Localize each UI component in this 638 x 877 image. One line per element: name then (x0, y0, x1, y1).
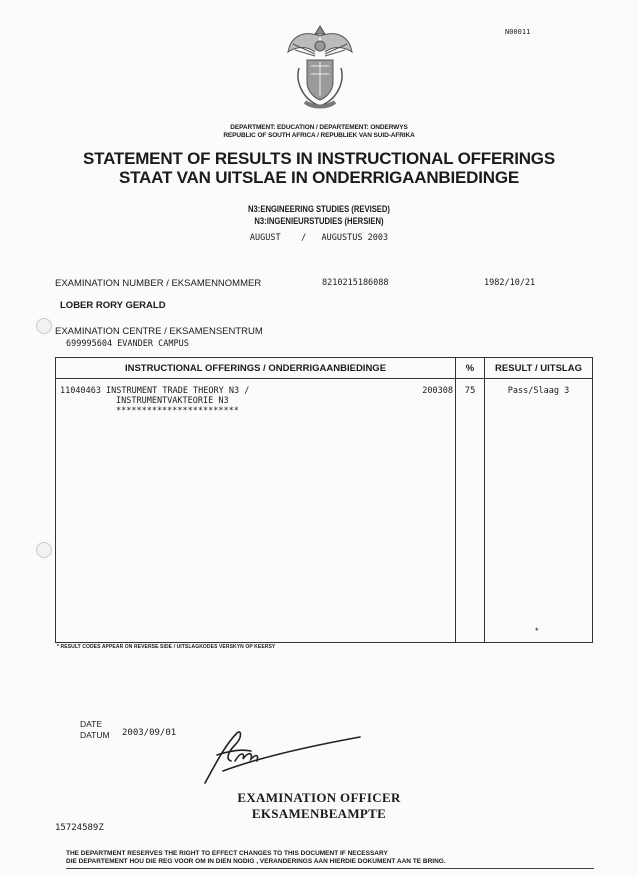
candidate-name: LOBER RORY GERALD (60, 300, 166, 311)
percent-value: 75 (464, 386, 476, 396)
examination-officer (0, 790, 638, 822)
title-afrikaans: STAAT VAN UITSLAE IN ONDERRIGAANBIEDINGE (118, 168, 519, 187)
officer-afrikaans: EKSAMENBEAMPTE (251, 806, 387, 821)
result-value: Pass/Slaag 3 (507, 386, 570, 396)
offering-cell (56, 379, 456, 643)
programme-afrikaans: N3:INGENIEURSTUDIES (HERSIEN) (254, 216, 384, 226)
disclaimer-afrikaans: DIE DEPARTEMENT HOU DIE REG VOOR OM IN DIEN NODIG , VERANDERINGS AAN HIERDIE DOKUMENT AAN TE BRING. (66, 858, 446, 865)
disclaimer (66, 850, 446, 866)
offering-stars: ************************ (116, 406, 239, 416)
results-header-row (56, 358, 593, 379)
offering-line-2: INSTRUMENTVAKTEORIE N3 (116, 396, 229, 406)
document-title (0, 149, 638, 187)
programme-english: N3:ENGINEERING STUDIES (REVISED) (248, 204, 390, 214)
exam-centre-value: 699995604 EVANDER CAMPUS (66, 339, 189, 349)
result-marker: * (535, 626, 539, 636)
officer-english: EXAMINATION OFFICER (237, 790, 401, 805)
percent-header: % (456, 358, 485, 379)
title-english: STATEMENT OF RESULTS IN INSTRUCTIONAL OFFERINGS (83, 149, 555, 168)
exam-period: AUGUST / AUGUSTUS 2003 (249, 233, 389, 243)
date-label (80, 719, 110, 741)
birth-date-value: 1982/10/21 (484, 278, 536, 288)
date-label-afrikaans: DATUM (80, 730, 110, 740)
programme-heading (48, 203, 590, 227)
reference-number: 15724589Z (55, 823, 104, 833)
result-cell (485, 379, 593, 643)
result-header: RESULT / UITSLAG (485, 358, 593, 379)
exam-centre-label: EXAMINATION CENTRE / EKSAMENSENTRUM (55, 326, 263, 337)
exam-number-label: EXAMINATION NUMBER / EKSAMENNOMMER (55, 278, 262, 289)
offering-line-1: 11040463 INSTRUMENT TRADE THEORY N3 / (60, 386, 250, 396)
disclaimer-english: THE DEPARTMENT RESERVES THE RIGHT TO EFFECT CHANGES TO THIS DOCUMENT IF NECESSARY (66, 850, 388, 857)
department-heading (0, 124, 638, 140)
bottom-rule (66, 868, 594, 869)
results-row (56, 379, 593, 643)
exam-number-value: 8210215186088 (322, 278, 389, 288)
result-codes-footnote: * RESULT CODES APPEAR ON REVERSE SIDE / UITSLAGKODES VERSKYN OP KEERSY (57, 644, 276, 650)
signature-icon (195, 715, 365, 790)
punch-hole-bottom (36, 542, 52, 558)
offerings-header: INSTRUCTIONAL OFFERINGS / ONDERRIGAANBIEDINGE (56, 358, 456, 379)
issue-date: 2003/09/01 (122, 728, 177, 738)
offering-code: 200308 (422, 386, 453, 396)
results-table (55, 357, 593, 643)
serial-number: N00011 (505, 28, 531, 36)
percent-cell (456, 379, 485, 643)
department-line-1: DEPARTMENT: EDUCATION / DEPARTEMENT: ONDERWYS (230, 124, 408, 131)
department-line-2: REPUBLIC OF SOUTH AFRICA / REPUBLIEK VAN SUID-AFRIKA (223, 132, 415, 139)
coat-of-arms-icon (285, 22, 355, 110)
punch-hole-top (36, 318, 52, 334)
date-label-english: DATE (80, 719, 103, 729)
